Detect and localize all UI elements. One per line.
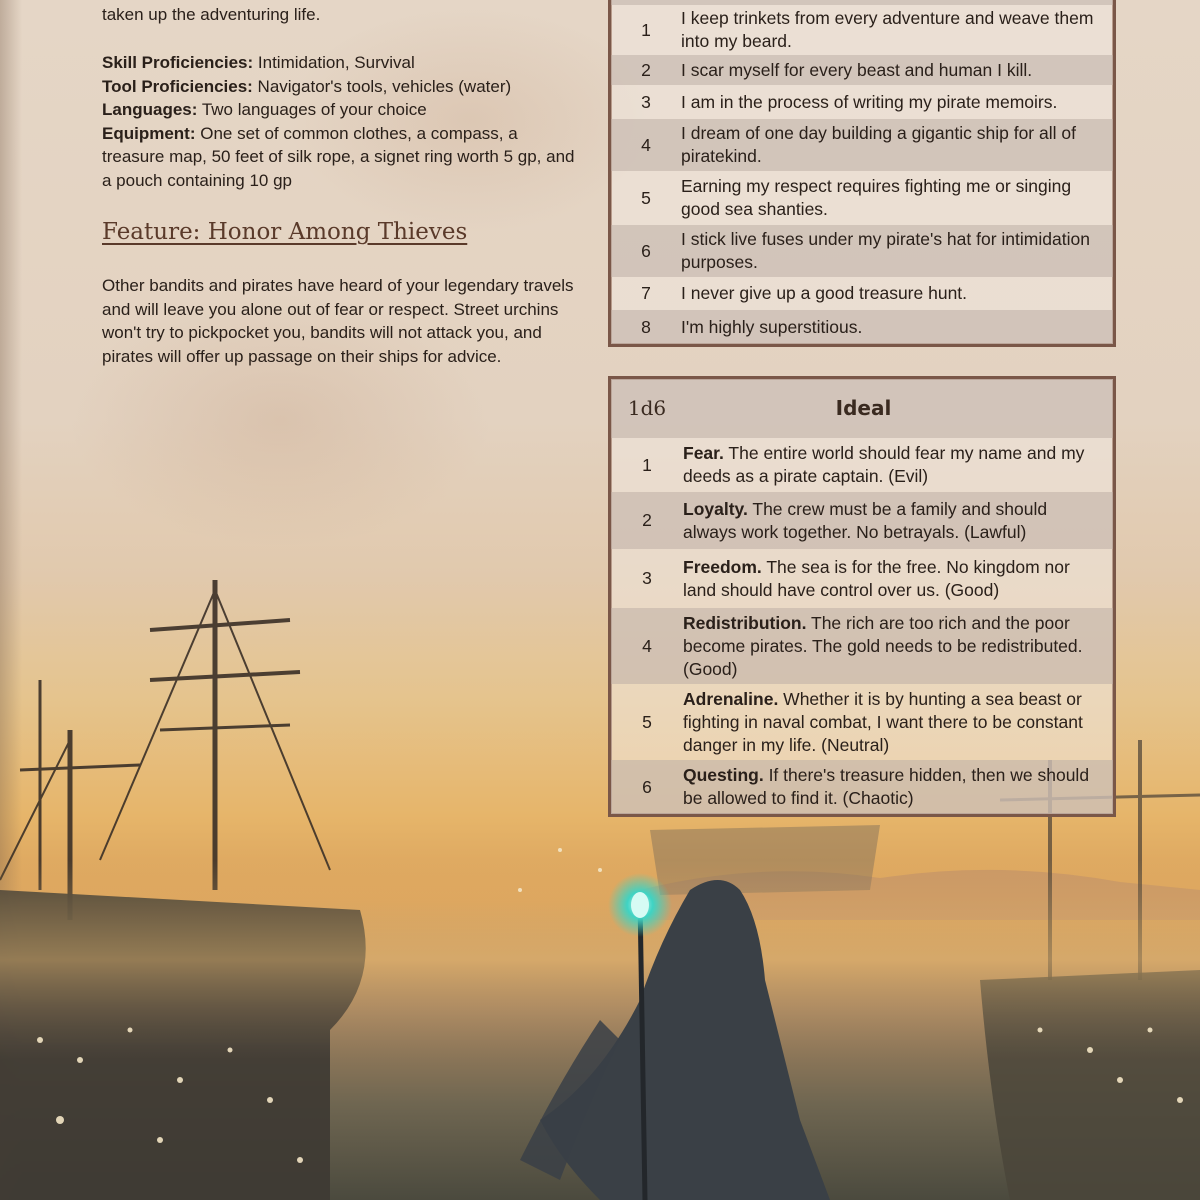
ideal-text: The rich are too rich and the poor become pirates. The gold needs to be redistributed. (Good): [683, 612, 1083, 679]
ideal-text: The entire world should fear my name and my deeds as a pirate captain. (Evil): [683, 443, 1085, 486]
table-row: [611, 55, 1113, 85]
row-text: [683, 760, 1113, 814]
ideal-text: Whether it is by hunting a sea beast or fighting in naval combat, I want there to be constant danger in my life. (Neutral): [683, 688, 1083, 755]
row-number: 4: [642, 635, 652, 656]
table-row: [611, 277, 1113, 310]
row-text: [683, 549, 1113, 608]
table-row: [611, 225, 1113, 277]
row-number: 3: [641, 91, 651, 112]
ideal-name: Loyalty.: [683, 498, 748, 519]
stat-value: Intimidation, Survival: [253, 53, 415, 72]
ideals-table: [608, 376, 1116, 817]
table-row: [611, 171, 1113, 225]
stat-tools: [102, 75, 582, 99]
row-number: 5: [642, 711, 652, 732]
stat-value: Navigator's tools, vehicles (water): [252, 76, 512, 96]
stat-label: Equipment:: [102, 123, 196, 143]
row-number: 2: [641, 59, 651, 80]
row-number: 8: [641, 316, 651, 337]
row-text: [683, 684, 1113, 760]
stat-equipment: [102, 122, 582, 193]
table-row: [611, 760, 1113, 814]
row-text: [683, 492, 1113, 549]
table-row: [611, 119, 1113, 171]
stat-label: Skill Proficiencies:: [102, 53, 254, 72]
traits-table: [608, 0, 1116, 347]
row-text: I scar myself for every beast and human I kill.: [681, 59, 1033, 80]
row-number: 1: [641, 19, 651, 40]
table-header: [611, 379, 1113, 438]
ideal-text: The crew must be a family and should always work together. No betrayals. (Lawful): [683, 498, 1048, 542]
row-text: [683, 608, 1113, 684]
row-number: 6: [641, 240, 651, 261]
row-text: I'm highly superstitious.: [681, 316, 863, 337]
table-row: [611, 310, 1113, 344]
stat-value: Two languages of your choice: [197, 100, 427, 119]
intro-text: taken up the adventuring life.: [102, 5, 321, 24]
stat-value: One set of common clothes, a compass, a treasure map, 50 feet of silk rope, a signet ring worth 5 gp, and a pouch containing 10 gp: [102, 123, 575, 190]
ideal-name: Freedom.: [683, 556, 762, 577]
row-text: I am in the process of writing my pirate memoirs.: [681, 91, 1058, 112]
ideal-text: If there's treasure hidden, then we should be allowed to find it. (Chaotic): [683, 765, 1090, 808]
table-row: [611, 492, 1113, 549]
stat-block: [102, 51, 582, 192]
ideal-text: The sea is for the free. No kingdom nor land should have control over us. (Good): [683, 556, 1070, 600]
row-text: I stick live fuses under my pirate's hat for intimidation purposes.: [681, 229, 1090, 272]
ideal-name: Adrenaline.: [683, 688, 779, 709]
stat-label: Languages:: [102, 100, 198, 119]
stat-skills: [102, 51, 582, 75]
ideal-name: Fear.: [683, 443, 724, 463]
table-row: [611, 5, 1113, 55]
row-number: 5: [641, 187, 651, 208]
row-number: 6: [642, 776, 652, 797]
table-row: [611, 549, 1113, 608]
row-number: 4: [641, 134, 651, 155]
table-row: [611, 608, 1113, 684]
row-text: [683, 438, 1113, 492]
row-number: 1: [642, 454, 652, 475]
table-row: [611, 684, 1113, 760]
row-text: I never give up a good treasure hunt.: [681, 283, 968, 303]
table-row: [611, 438, 1113, 492]
row-number: 3: [642, 568, 652, 588]
stat-languages: [102, 98, 582, 122]
stat-label: Tool Proficiencies:: [102, 76, 253, 96]
row-text: I dream of one day building a gigantic ship for all of piratekind.: [681, 123, 1076, 166]
row-text: Earning my respect requires fighting me or singing good sea shanties.: [681, 176, 1072, 219]
feature-heading: Feature: Honor Among Thieves: [102, 219, 468, 245]
row-number: 2: [642, 510, 652, 530]
feature-body: Other bandits and pirates have heard of your legendary travels and will leave you alone out of fear or respect. Street urchins won't try to pickpocket you, bandits will not attack you, and pirates will offer up passage on their ships for advice.: [102, 276, 574, 366]
row-number: 7: [641, 283, 651, 303]
table-row: [611, 85, 1113, 119]
header-title: Ideal: [835, 396, 892, 420]
ideal-name: Redistribution.: [683, 612, 807, 633]
ideal-name: Questing.: [683, 765, 764, 785]
header-die: 1d6: [627, 396, 667, 420]
row-text: I keep trinkets from every adventure and weave them into my beard.: [681, 8, 1094, 51]
